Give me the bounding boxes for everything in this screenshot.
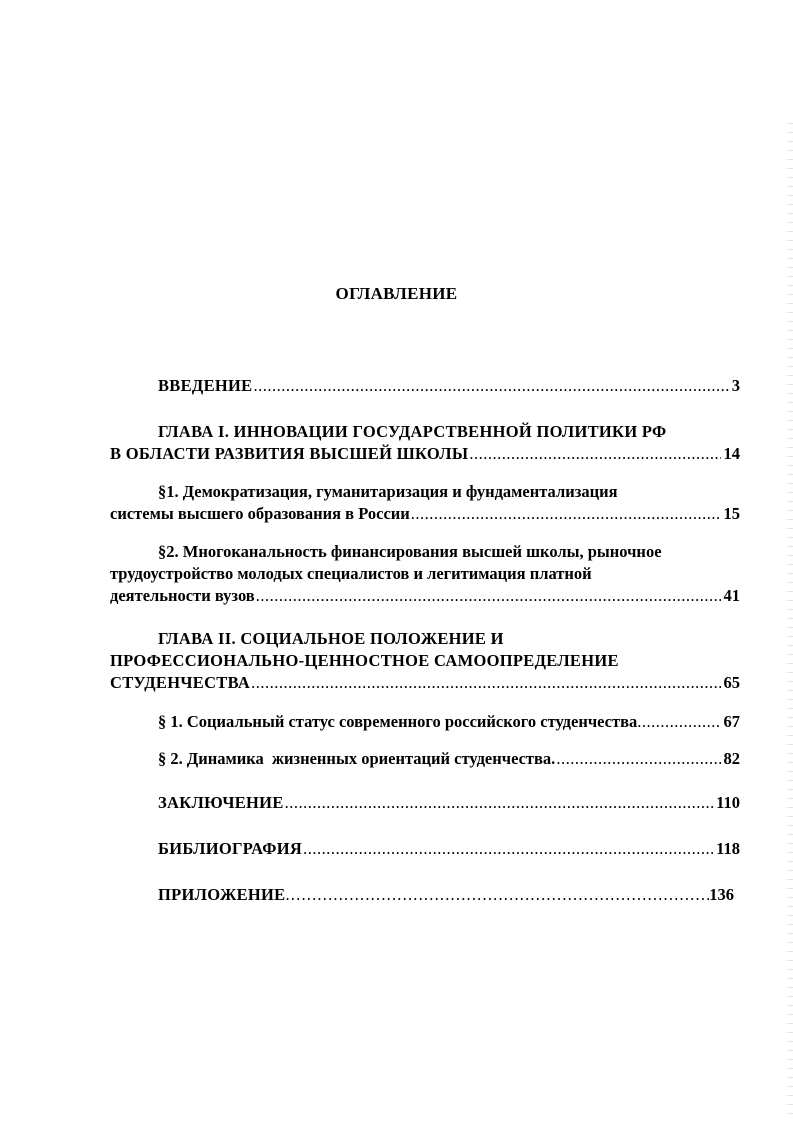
toc-page-number: 14	[723, 444, 740, 463]
dot-leader	[556, 748, 720, 770]
dot-leader	[285, 792, 714, 814]
toc-entry-text: ЗАКЛЮЧЕНИЕ	[158, 793, 284, 812]
toc-entry-text: деятельности вузов	[110, 586, 255, 605]
toc-entry-row	[158, 375, 740, 397]
toc-page-number: 3	[731, 376, 740, 395]
toc-entry-line: ГЛАВА II. СОЦИАЛЬНОЕ ПОЛОЖЕНИЕ И	[158, 629, 504, 648]
toc-page-number: 65	[723, 673, 740, 692]
dot-leader	[256, 585, 721, 607]
toc-entry-chapter-2	[110, 628, 740, 694]
toc-entry-text: § 2. Динамика жизненных ориентаций студенчества.	[158, 749, 556, 768]
scan-edge-artifact	[787, 120, 793, 1122]
toc-page-number: 67	[723, 712, 740, 731]
toc-title: ОГЛАВЛЕНИЕ	[335, 284, 458, 303]
toc-entry-bibliography	[158, 838, 740, 860]
dot-leader	[251, 672, 720, 694]
toc-entry-row	[110, 585, 740, 607]
toc-entry-row	[110, 672, 740, 694]
toc-entry-row	[158, 838, 740, 860]
toc-entry-line: трудоустройство молодых специалистов и легитимация платной	[110, 564, 592, 583]
toc-entry-text: ВВЕДЕНИЕ	[158, 376, 253, 395]
toc-page-number: 82	[723, 749, 740, 768]
toc-entry-section-1-2	[110, 541, 740, 607]
toc-entry-section-2-1	[158, 711, 740, 733]
toc-entry-introduction	[158, 375, 740, 397]
toc-entry-line: ГЛАВА I. ИННОВАЦИИ ГОСУДАРСТВЕННОЙ ПОЛИТИКИ РФ	[158, 422, 667, 441]
toc-page-number: 110	[716, 793, 740, 812]
toc-entry-line: §2. Многоканальность финансирования высшей школы, рыночное	[158, 542, 662, 561]
dot-leader	[253, 375, 728, 397]
dot-leader	[411, 503, 721, 525]
toc-entry-text: системы высшего образования в России	[110, 504, 410, 523]
toc-page-number: 118	[716, 839, 740, 858]
toc-entry-text: В ОБЛАСТИ РАЗВИТИЯ ВЫСШЕЙ ШКОЛЫ	[110, 444, 469, 463]
toc-entry-line: §1. Демократизация, гуманитаризация и фундаментализация	[158, 482, 618, 501]
toc-entry-row	[158, 748, 740, 770]
dot-leader	[637, 711, 720, 733]
toc-entry-text: БИБЛИОГРАФИЯ	[158, 839, 303, 858]
toc-entry-row	[158, 711, 740, 733]
dot-leader	[303, 838, 713, 860]
toc-entry-conclusion	[158, 792, 740, 814]
toc-page-number: 15	[723, 504, 740, 523]
dot-leader	[285, 884, 709, 906]
toc-page-number: 41	[723, 586, 740, 605]
toc-entry-text: СТУДЕНЧЕСТВА	[110, 673, 251, 692]
toc-entry-row	[110, 503, 740, 525]
toc-entry-section-2-2	[158, 748, 740, 770]
toc-entry-text: § 1. Социальный статус современного российского студенчества	[158, 712, 638, 731]
toc-entry-line: ПРОФЕССИОНАЛЬНО-ЦЕННОСТНОЕ САМООПРЕДЕЛЕНИЕ	[110, 651, 619, 670]
toc-entry-chapter-1	[110, 421, 740, 465]
toc-entry-text: ПРИЛОЖЕНИЕ	[158, 885, 286, 904]
toc-page-number: 136	[709, 885, 734, 904]
dot-leader	[469, 443, 720, 465]
toc-entry-row	[158, 792, 740, 814]
toc-entry-row	[158, 884, 734, 906]
toc-entry-appendix	[158, 884, 734, 906]
toc-entry-section-1-1	[110, 481, 740, 525]
toc-entry-row	[110, 443, 740, 465]
